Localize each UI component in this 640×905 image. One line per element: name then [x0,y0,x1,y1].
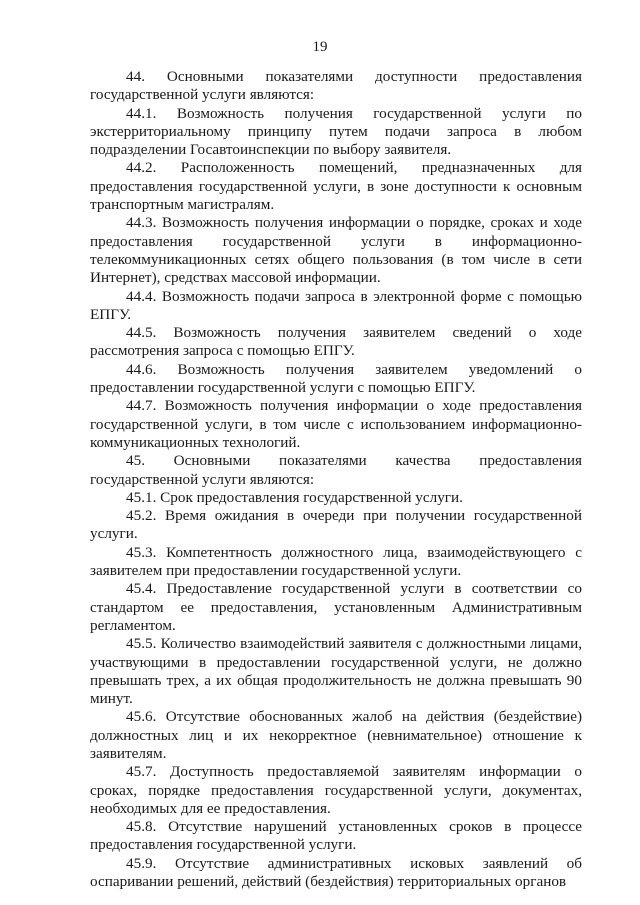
paragraph-45-4: 45.4. Предоставление государственной услуги в соответствии со стандартом ее предоставления, установленным Административным регламентом. [90,580,582,634]
paragraph-45-9: 45.9. Отсутствие административных исковых заявлений об оспаривании решений, действий (бездействия) территориальных органов [90,854,582,891]
paragraph-45-3: 45.3. Компетентность должностного лица, взаимодействующего с заявителем при предоставлении государственной услуги. [90,543,582,580]
paragraph-45-2: 45.2. Время ожидания в очереди при получении государственной услуги. [90,507,582,543]
paragraph-44-7: 44.7. Возможность получения информации о ходе предоставления государственной услуги, в том числе с использованием информационно-коммуникационных технологий. [90,397,582,451]
paragraph-44-3: 44.3. Возможность получения информации о порядке, сроках и ходе предоставления государственной услуги в информационно-телекоммуникационных сетях общего пользования (в том числе в сети Интернет), средствах массовой информации. [90,214,582,287]
paragraph-44: 44. Основными показателями доступности предоставления государственной услуги являются: [90,68,582,104]
paragraph-45: 45. Основными показателями качества предоставления государственной услуги являются: [90,452,582,488]
paragraph-44-2: 44.2. Расположенность помещений, предназначенных для предоставления государственной услуги, в зоне доступности к основным транспортным магистралям. [90,159,582,214]
paragraph-44-1: 44.1. Возможность получения государственной услуги по экстерриториальному принципу путем подачи запроса в любом подразделении Госавтоинспекции по выбору заявителя. [90,104,582,159]
paragraph-45-6: 45.6. Отсутствие обоснованных жалоб на действия (бездействие) должностных лиц и их некорректное (невнимательное) отношение к заявителям. [90,708,582,762]
paragraph-45-5: 45.5. Количество взаимодействий заявителя с должностными лицами, участвующими в предоставлении государственной услуги, не должно превышать трех, а их общая продолжительность не должна превышать 90 минут. [90,635,582,708]
paragraph-45-7: 45.7. Доступность предоставляемой заявителям информации о сроках, порядке предоставления государственной услуги, документах, необходимых для ее предоставления. [90,763,582,817]
page-number: 19 [312,39,328,55]
paragraph-44-4: 44.4. Возможность подачи запроса в электронной форме с помощью ЕПГУ. [90,287,582,323]
paragraph-44-5: 44.5. Возможность получения заявителем сведений о ходе рассмотрения запроса с помощью ЕПГУ. [90,324,582,360]
paragraph-44-6: 44.6. Возможность получения заявителем уведомлений о предоставлении государственной услуги с помощью ЕПГУ. [90,360,582,397]
paragraph-45-8: 45.8. Отсутствие нарушений установленных сроков в процессе предоставления государственной услуги. [90,818,582,854]
paragraph-45-1: 45.1. Срок предоставления государственной услуги. [126,488,463,506]
document-body [90,68,582,891]
